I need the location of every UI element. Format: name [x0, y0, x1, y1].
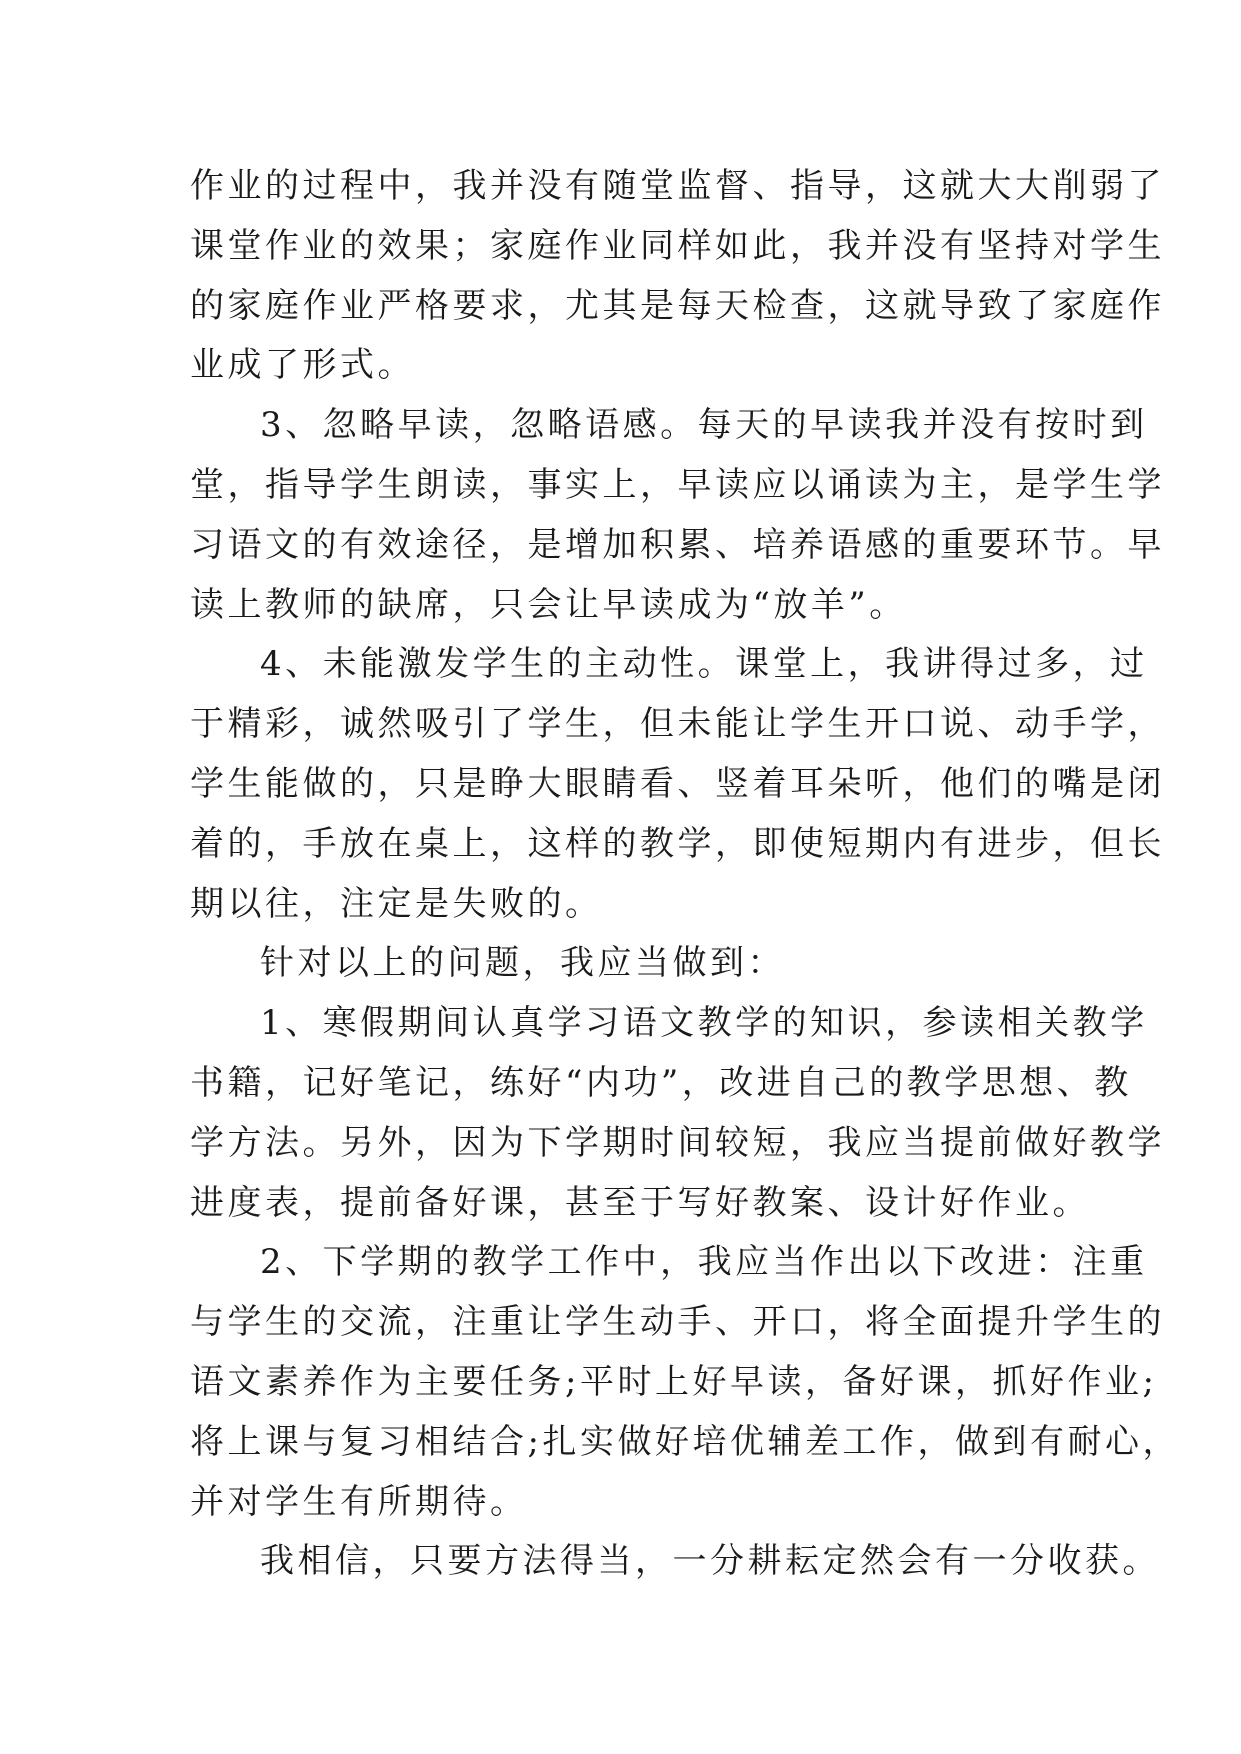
text-line: 进度表，提前备好课，甚至于写好教案、设计好作业。	[190, 1182, 1090, 1223]
document-body	[190, 157, 1180, 1592]
text-line: 期以往，注定是失败的。	[190, 883, 603, 924]
text-line: 业成了形式。	[190, 345, 415, 386]
text-line: 并对学生有所期待。	[190, 1481, 528, 1522]
text-line: 3、忽略早读，忽略语感。每天的早读我并没有按时到	[260, 405, 1148, 446]
text-line: 将上课与复习相结合;扎实做好培优辅差工作，做到有耐心，	[190, 1421, 1180, 1462]
text-line: 堂，指导学生朗读，事实上，早读应以诵读为主，是学生学	[190, 464, 1165, 505]
text-line: 习语文的有效途径，是增加积累、培养语感的重要环节。早	[190, 524, 1165, 565]
text-line: 的家庭作业严格要求，尤其是每天检查，这就导致了家庭作	[190, 285, 1165, 326]
text-line: 读上教师的缺席，只会让早读成为“放羊”。	[190, 584, 907, 625]
text-line: 针对以上的问题，我应当做到：	[260, 943, 785, 984]
text-line: 着的，手放在桌上，这样的教学，即使短期内有进步，但长	[190, 823, 1165, 864]
text-line: 学方法。另外，因为下学期时间较短，我应当提前做好教学	[190, 1122, 1165, 1163]
text-line: 我相信，只要方法得当，一分耕耘定然会有一分收获。	[260, 1541, 1160, 1582]
text-line: 于精彩，诚然吸引了学生，但未能让学生开口说、动手学，	[190, 704, 1165, 745]
text-line: 1、寒假期间认真学习语文教学的知识，参读相关教学	[260, 1003, 1148, 1044]
text-line: 4、未能激发学生的主动性。课堂上，我讲得过多，过	[260, 644, 1148, 685]
text-line: 作业的过程中，我并没有随堂监督、指导，这就大大削弱了	[190, 166, 1165, 206]
text-line: 语文素养作为主要任务;平时上好早读，备好课，抓好作业;	[190, 1361, 1158, 1402]
text-line: 书籍，记好笔记，练好“内功”，改进自己的教学思想、教	[190, 1062, 1132, 1103]
text-line: 课堂作业的效果；家庭作业同样如此，我并没有坚持对学生	[190, 225, 1165, 266]
text-line: 2、下学期的教学工作中，我应当作出以下改进：注重	[260, 1242, 1148, 1283]
text-line: 与学生的交流，注重让学生动手、开口，将全面提升学生的	[190, 1302, 1165, 1343]
text-line: 学生能做的，只是睁大眼睛看、竖着耳朵听，他们的嘴是闭	[190, 763, 1165, 804]
